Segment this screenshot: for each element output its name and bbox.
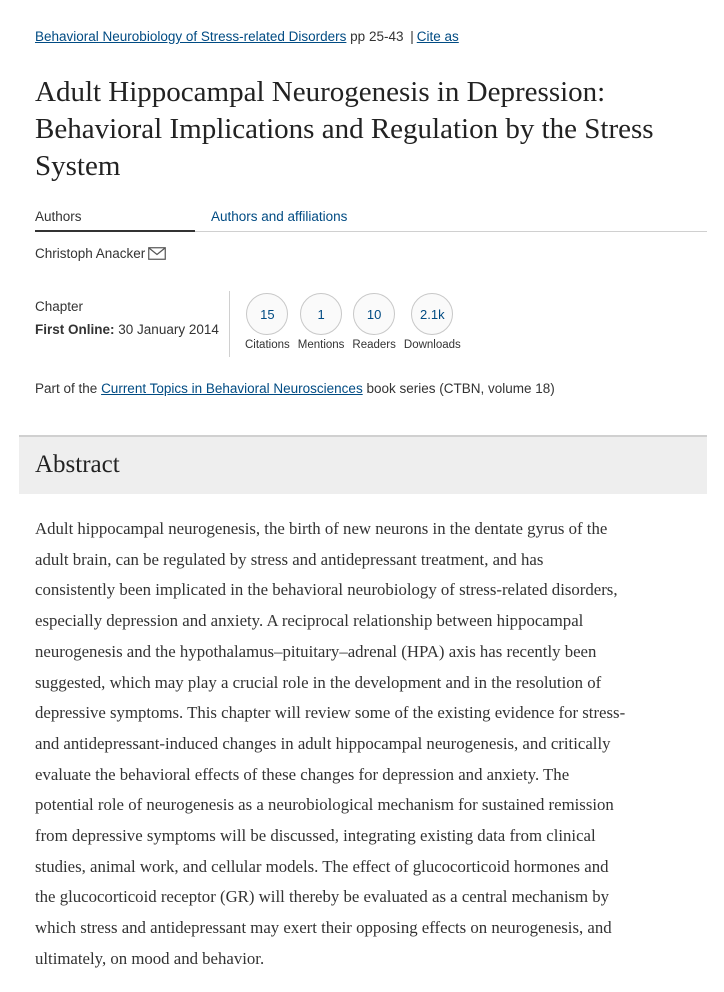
- chapter-meta: [35, 295, 219, 341]
- abstract-line: neurogenesis and the hypothalamus–pituitary–adrenal (HPA) axis has recently been: [35, 641, 597, 661]
- abstract-line: Adult hippocampal neurogenesis, the birth of new neurons in the dentate gyrus of the: [35, 519, 608, 538]
- first-online-date: 30 January 2014: [118, 322, 219, 337]
- abstract-line: and antidepressant-induced changes in adult hippocampal neurogenesis, and critically: [35, 733, 611, 753]
- meta-divider: [229, 291, 230, 357]
- author-tabs: [35, 207, 707, 232]
- metric-mentions[interactable]: [298, 293, 345, 351]
- title-line: Behavioral Implications and Regulation by the Stress: [35, 113, 654, 145]
- metric-value[interactable]: 10: [353, 293, 395, 335]
- metric-readers[interactable]: [352, 293, 395, 351]
- page-range: pp 25-43: [350, 29, 404, 44]
- abstract-line: which stress and antidepressant may exert their opposing effects on neurogenesis, and: [35, 918, 612, 938]
- abstract-line: evaluate the behavioral effects of these changes for depression and anxiety. The: [35, 764, 570, 784]
- metric-label: Citations: [245, 339, 290, 351]
- breadcrumb-separator: |: [410, 29, 414, 44]
- abstract-line: studies, animal work, and cellular models. The effect of glucocorticoid hormones and: [35, 856, 609, 876]
- metric-label: Mentions: [297, 339, 345, 351]
- content-type: Chapter: [35, 299, 84, 314]
- abstract-heading: Abstract: [35, 451, 120, 478]
- first-online: [35, 318, 219, 341]
- page-title: [35, 74, 715, 185]
- series-link[interactable]: Current Topics in Behavioral Neurosciences: [101, 381, 363, 396]
- abstract-line: potential role of neurogenesis as a neurobiological mechanism for sustained remission: [35, 795, 614, 815]
- abstract-text: [35, 514, 707, 975]
- metric-downloads[interactable]: [404, 293, 461, 351]
- tab-authors-affiliations[interactable]: Authors and affiliations: [211, 209, 348, 224]
- abstract-section-header: [19, 435, 707, 494]
- author-name[interactable]: Christoph Anacker: [35, 246, 146, 261]
- abstract-line: ultimately, on mood and behavior.: [35, 948, 265, 968]
- metric-citations[interactable]: [245, 293, 290, 351]
- metric-value[interactable]: 1: [300, 293, 342, 335]
- book-series: [35, 381, 555, 396]
- cite-as-link[interactable]: Cite as: [416, 29, 459, 44]
- metric-value[interactable]: 2.1k: [411, 293, 453, 335]
- first-online-label: First Online:: [35, 322, 115, 337]
- metric-value[interactable]: 15: [246, 293, 288, 335]
- abstract-line: suggested, which may play a crucial role in the development and in the resolution of: [35, 672, 602, 692]
- series-prefix: Part of the: [35, 381, 98, 396]
- abstract-line: the glucocorticoid receptor (GR) will thereby be evaluated as a central mechanism by: [35, 887, 610, 907]
- abstract-line: adult brain, can be regulated by stress and antidepressant treatment, and has: [35, 549, 544, 569]
- title-line: System: [35, 150, 121, 182]
- title-line: Adult Hippocampal Neurogenesis in Depression:: [35, 76, 606, 108]
- book-title-link[interactable]: Behavioral Neurobiology of Stress-related Disorders: [35, 29, 347, 44]
- metric-label: Downloads: [403, 339, 461, 351]
- article-metrics: [245, 293, 469, 351]
- abstract-line: from depressive symptoms will be discussed, integrating existing data from clinical: [35, 826, 596, 846]
- email-icon[interactable]: [148, 247, 166, 260]
- breadcrumb: [35, 29, 459, 44]
- abstract-line: consistently been implicated in the behavioral neurobiology of stress-related disorders,: [35, 580, 618, 600]
- tab-authors[interactable]: Authors: [35, 209, 195, 232]
- abstract-line: especially depression and anxiety. A reciprocal relationship between hippocampal: [35, 611, 584, 631]
- metric-label: Readers: [352, 339, 396, 351]
- abstract-line: depressive symptoms. This chapter will review some of the existing evidence for stress-: [35, 703, 626, 723]
- author-entry: [35, 246, 166, 261]
- series-suffix: book series (CTBN, volume 18): [366, 381, 555, 396]
